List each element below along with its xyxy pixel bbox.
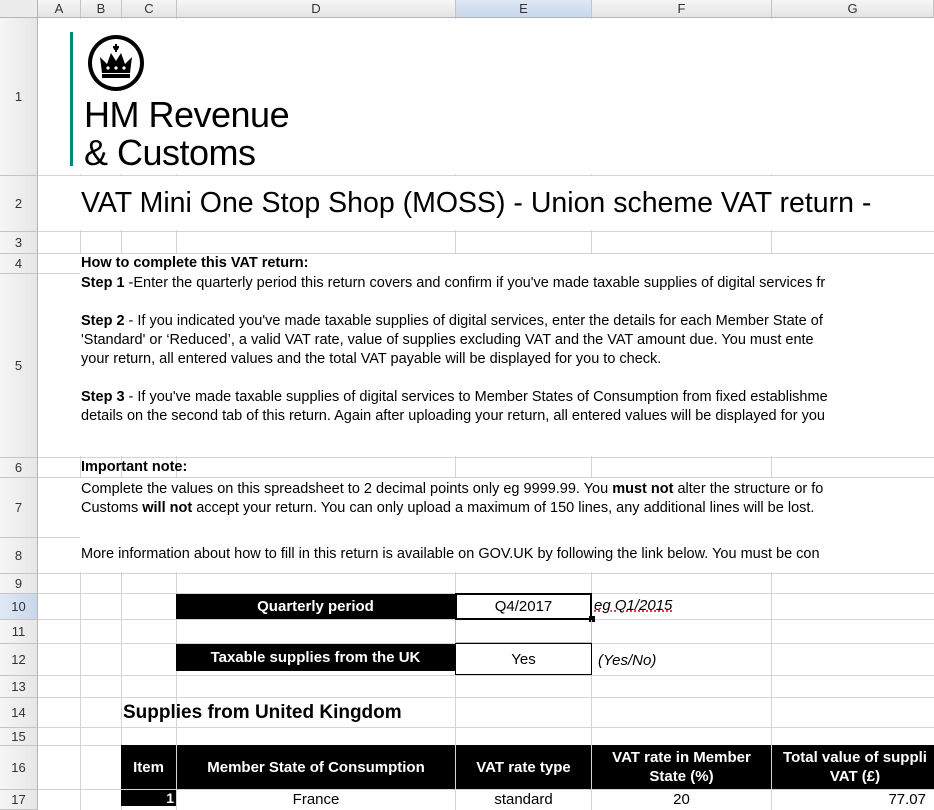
taxable-supplies-label: Taxable supplies from the UK	[176, 644, 455, 671]
taxable-supplies-hint: (Yes/No)	[598, 652, 657, 669]
row-header-6[interactable]: 6	[0, 458, 38, 478]
crown-icon	[86, 33, 146, 93]
taxable-supplies-input[interactable]: Yes	[455, 643, 592, 675]
table-header-item: Item	[121, 745, 176, 789]
row-header-15[interactable]: 15	[0, 728, 38, 746]
logo-accent-bar	[70, 32, 73, 166]
logo-text-line2: & Customs	[84, 132, 256, 173]
supplies-heading: Supplies from United Kingdom	[123, 702, 402, 723]
important-line1-b: must not	[612, 481, 674, 497]
col-header-a[interactable]: A	[38, 0, 81, 18]
step1-body: -Enter the quarterly period this return covers and confirm if you've made taxable supplies of digital services fr	[124, 275, 826, 291]
step2-label: Step 2	[81, 313, 125, 329]
col-header-f[interactable]: F	[592, 0, 772, 18]
table-row	[121, 790, 176, 810]
row-header-16[interactable]: 16	[0, 746, 38, 790]
table-cell-total-value[interactable]: 77.07	[888, 791, 926, 808]
how-heading: How to complete this VAT return:	[81, 255, 309, 271]
row-header-17[interactable]: 17	[0, 790, 38, 810]
col-header-c[interactable]: C	[122, 0, 177, 18]
col-header-e[interactable]: E	[456, 0, 592, 18]
table-cell-vat-rate-type[interactable]: standard	[494, 791, 553, 808]
step3-body-1: - If you've made taxable supplies of digital services to Member States of Consumption from fixed establishme	[124, 389, 828, 405]
page-title: VAT Mini One Stop Shop (MOSS) - Union scheme VAT return -	[81, 187, 872, 219]
step2-body-1: - If you indicated you've made taxable supplies of digital services, enter the details for each Member State of	[124, 313, 823, 329]
row-header-7[interactable]: 7	[0, 478, 38, 538]
more-info-text: More information about how to fill in this return is available on GOV.UK by following the link below. You must be con	[81, 546, 820, 562]
step1-label: Step 1	[81, 275, 125, 291]
table-header-total-value: Total value of suppli VAT (£)	[772, 745, 934, 789]
empty-cell-e11[interactable]	[455, 620, 592, 643]
table-header-vat-rate-type: VAT rate type	[456, 745, 591, 789]
col-header-d[interactable]: D	[177, 0, 456, 18]
row-header-11[interactable]: 11	[0, 620, 38, 644]
col-header-b[interactable]: B	[81, 0, 122, 18]
important-line1	[81, 480, 823, 499]
quarterly-period-label: Quarterly period	[176, 594, 455, 619]
important-line2-b: will not	[142, 500, 193, 516]
step2-line1	[81, 312, 823, 331]
row-header-10[interactable]: 10	[0, 594, 38, 620]
select-all-corner[interactable]	[0, 0, 38, 18]
important-line2-c: accept your return. You can only upload a maximum of 150 lines, any additional lines will be lost.	[192, 500, 815, 516]
row-header-3[interactable]: 3	[0, 232, 38, 254]
table-cell-vat-rate[interactable]: 20	[673, 791, 690, 808]
row-header-13[interactable]: 13	[0, 676, 38, 698]
step2-line3: your return, all entered values and the total VAT payable will be displayed for you to check.	[81, 351, 662, 367]
step3-line2: details on the second tab of this return. Again after uploading your return, all entered values will be displayed for you	[81, 408, 825, 424]
row-header-12[interactable]: 12	[0, 644, 38, 676]
logo-text-line1: HM Revenue	[84, 94, 290, 135]
row-header-2[interactable]: 2	[0, 176, 38, 232]
important-heading: Important note:	[81, 459, 188, 475]
table-cell-item[interactable]: 1	[121, 790, 176, 806]
important-line1-c: alter the structure or fo	[673, 481, 824, 497]
table-header-vat-rate: VAT rate in Member State (%)	[592, 745, 771, 789]
step2-line2: 'Standard' or ‘Reduced’, a valid VAT rate, value of supplies excluding VAT and the VAT amount due. You must ente	[81, 332, 814, 348]
step3-line1	[81, 388, 828, 407]
row-header-8[interactable]: 8	[0, 538, 38, 574]
important-line1-a: Complete the values on this spreadsheet to 2 decimal points only eg 9999.99. You	[81, 481, 613, 497]
important-line2	[81, 499, 814, 518]
row-header-4[interactable]: 4	[0, 254, 38, 274]
step1-text	[81, 274, 825, 293]
row-header-14[interactable]: 14	[0, 698, 38, 728]
row-header-1[interactable]: 1	[0, 18, 38, 176]
table-cell-member-state[interactable]: France	[292, 791, 340, 808]
step3-label: Step 3	[81, 389, 125, 405]
quarterly-period-input[interactable]: Q4/2017	[455, 593, 592, 620]
row-header-9[interactable]: 9	[0, 574, 38, 594]
quarterly-period-hint: eg Q1/2015	[594, 597, 673, 614]
table-header-member-state: Member State of Consumption	[177, 745, 455, 789]
row-header-5[interactable]: 5	[0, 274, 38, 458]
important-line2-a: Customs	[81, 500, 143, 516]
col-header-g[interactable]: G	[772, 0, 934, 18]
